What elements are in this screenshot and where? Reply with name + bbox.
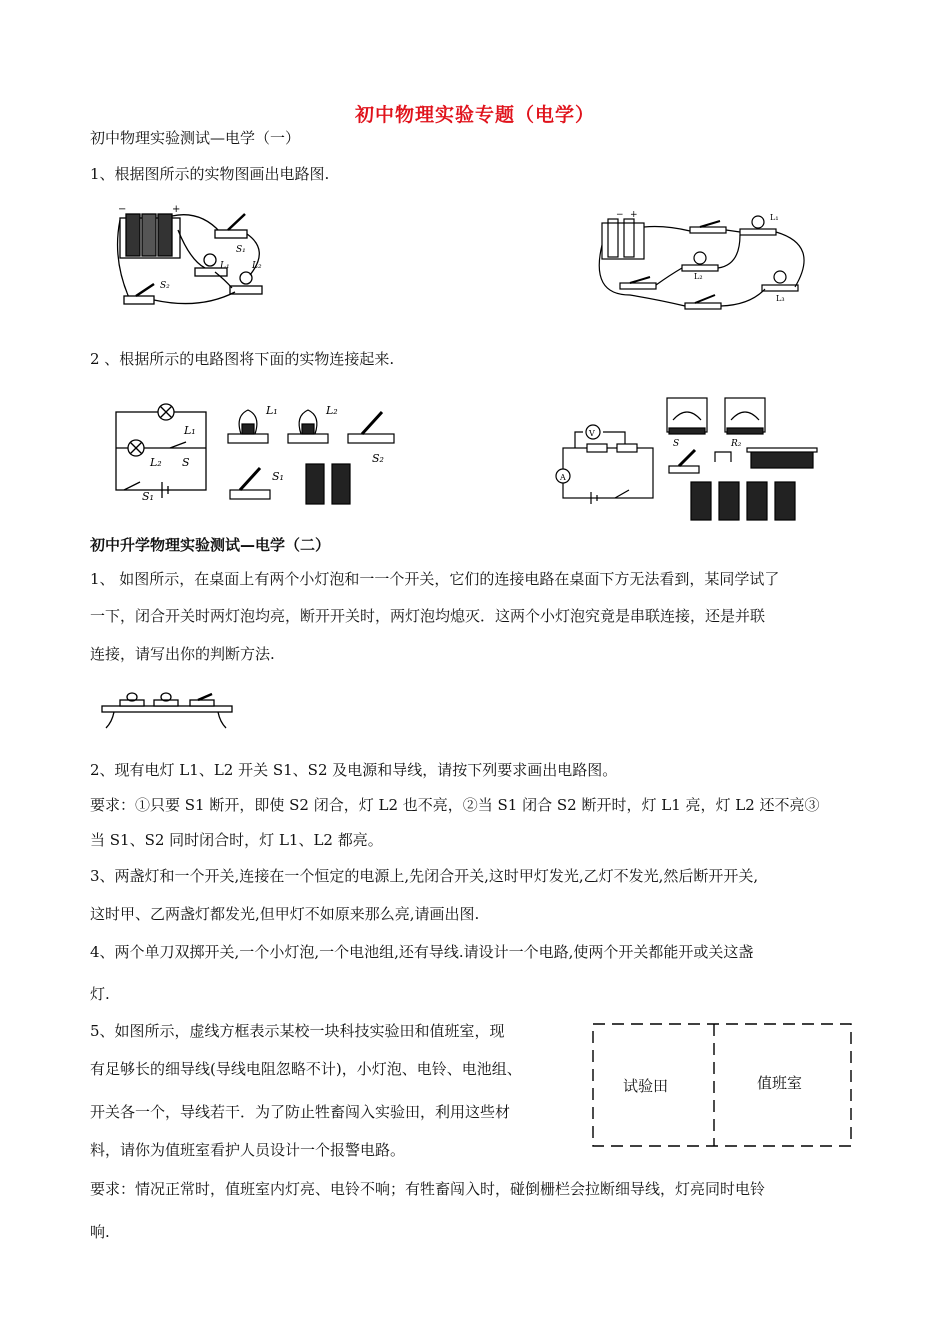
q2-4-line-1: 4、两个单刀双掷开关,一个小灯泡,一个电池组,还有导线.请设计一个电路,使两个开关都能开或关这盏 bbox=[90, 943, 754, 961]
q2-4-line-2: 灯. bbox=[90, 985, 110, 1003]
box-label-field: 试验田 bbox=[623, 1077, 669, 1095]
q2-5-line-2: 有足够长的细导线(导线电阻忽略不计)，小灯泡、电铃、电池组、 bbox=[90, 1060, 522, 1078]
fig2b-label-s: S bbox=[673, 439, 680, 449]
fig2a-comp-l1: L₁ bbox=[266, 404, 278, 417]
fig1a-label-l2: L₂ bbox=[252, 261, 262, 271]
fig2a-comp-l2: L₂ bbox=[326, 404, 338, 417]
q2-2-line-2: 要求：①只要 S1 断开，即使 S2 闭合，灯 L2 也不亮，②当 S1 闭合 S2 断开时，灯 L1 亮，灯 L2 还不亮③ bbox=[90, 796, 820, 814]
q2-5-line-1: 5、如图所示，虚线方框表示某校一块科技实验田和值班室，现 bbox=[90, 1022, 505, 1040]
q2-3-line-1: 3、两盏灯和一个开关,连接在一个恒定的电源上,先闭合开关,这时甲灯发光,乙灯不发光,然后断开开关, bbox=[90, 867, 759, 885]
svg-text:+: + bbox=[172, 204, 181, 215]
fig1b-label-l1: L₁ bbox=[770, 213, 779, 222]
fig2a-diag-s1: S₁ bbox=[142, 490, 154, 503]
fig2b-label-a: A bbox=[560, 473, 566, 482]
q1-1-text: 1、根据图所示的实物图画出电路图. bbox=[90, 165, 330, 183]
q2-1-line-2: 一下，闭合开关时两灯泡均亮，断开开关时，两灯泡均熄灭．这两个小灯泡究竟是串联连接，还是并联 bbox=[90, 607, 766, 625]
figure-2-1-table bbox=[100, 690, 235, 730]
q2-5-line-4: 料，请你为值班室看护人员设计一个报警电路。 bbox=[90, 1141, 406, 1159]
q1-2-text: 2 、根据所示的电路图将下面的实物连接起来. bbox=[90, 350, 395, 368]
figure-1-2-right bbox=[555, 390, 830, 525]
fig2a-comp-s1: S₁ bbox=[272, 470, 284, 483]
section2-heading: 初中升学物理实验测试—电学（二） bbox=[90, 536, 331, 554]
svg-text:−: − bbox=[616, 210, 624, 220]
fig1b-label-l3: L₃ bbox=[776, 294, 785, 303]
fig1a-label-l1: L₁ bbox=[220, 261, 230, 271]
q2-5-req-line-1: 要求：情况正常时，值班室内灯亮、电铃不响；有牲畜闯入时，碰倒栅栏会拉断细导线，灯亮同时电铃 bbox=[90, 1180, 766, 1198]
fig2b-label-v: V bbox=[589, 429, 595, 438]
fig2a-diag-s: S bbox=[182, 456, 190, 469]
svg-text:−: − bbox=[118, 204, 127, 215]
figure-1-2-left bbox=[110, 398, 410, 513]
q2-5-line-3: 开关各一个，导线若干．为了防止牲畜闯入实验田，利用这些材 bbox=[90, 1103, 511, 1121]
figure-1-1-left bbox=[110, 200, 285, 315]
q2-1-line-3: 连接，请写出你的判断方法. bbox=[90, 645, 275, 663]
fig2a-diag-l2: L₂ bbox=[150, 456, 162, 469]
fig2a-diag-l1: L₁ bbox=[184, 424, 196, 437]
svg-text:+: + bbox=[630, 210, 638, 220]
q2-3-line-2: 这时甲、乙两盏灯都发光,但甲灯不如原来那么亮,请画出图. bbox=[90, 905, 480, 923]
fig2a-comp-s2: S₂ bbox=[372, 452, 384, 465]
box-label-duty-room: 值班室 bbox=[757, 1074, 803, 1092]
figure-1-1-right bbox=[590, 205, 830, 320]
section1-heading: 初中物理实验测试—电学（一） bbox=[90, 129, 301, 147]
fig1b-label-l2: L₂ bbox=[694, 272, 703, 281]
q2-5-req-line-2: 响. bbox=[90, 1223, 110, 1241]
q2-2-line-3: 当 S1、S2 同时闭合时，灯 L1、L2 都亮。 bbox=[90, 831, 383, 849]
fig2b-label-r2: R₂ bbox=[731, 439, 742, 449]
fig1a-label-s1: S₁ bbox=[236, 245, 246, 255]
q2-2-line-1: 2、现有电灯 L1、L2 开关 S1、S2 及电源和导线，请按下列要求画出电路图。 bbox=[90, 761, 618, 779]
q2-1-line-1: 1、 如图所示，在桌面上有两个小灯泡和一一个开关，它们的连接电路在桌面下方无法看到，某同学试了 bbox=[90, 570, 780, 588]
page-title: 初中物理实验专题（电学） bbox=[354, 104, 595, 126]
fig1a-label-s2: S₂ bbox=[160, 281, 170, 291]
